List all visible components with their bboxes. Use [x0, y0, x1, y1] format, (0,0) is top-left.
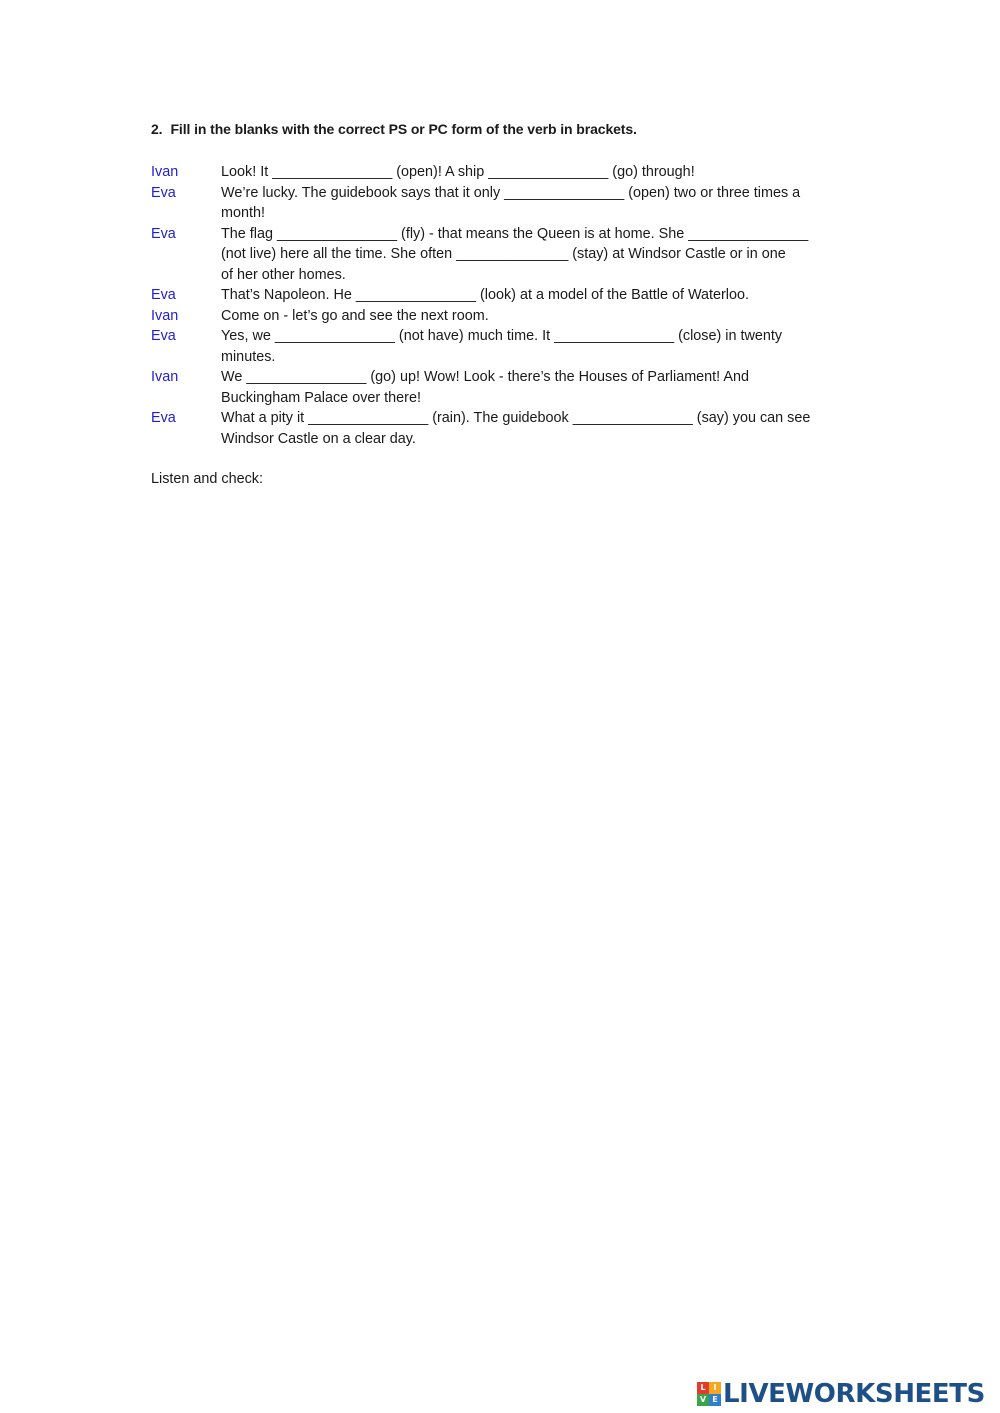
speaker-name: Eva — [151, 184, 176, 201]
speaker-name — [151, 203, 221, 224]
speaker-name: Ivan — [151, 164, 179, 180]
speaker-name — [151, 429, 221, 450]
logo-letter: L — [697, 1382, 709, 1394]
exercise-heading — [151, 121, 637, 137]
dialogue-text: Buckingham Palace over there! — [221, 389, 421, 406]
speaker-name: Eva — [151, 287, 176, 303]
dialogue-text: The flag _______________ (fly) - that means the Queen is at home. She _______________ — [221, 225, 809, 242]
dialogue-text: month! — [221, 205, 265, 221]
liveworksheets-logo-icon — [697, 1382, 721, 1406]
dialogue-line — [151, 162, 851, 183]
speaker-name: Eva — [151, 225, 176, 242]
speaker-name — [151, 388, 221, 409]
dialogue-line — [151, 347, 851, 368]
dialogue-line — [151, 408, 851, 429]
speaker-name — [151, 347, 221, 368]
logo-letter: I — [709, 1382, 721, 1394]
dialogue-line — [151, 388, 851, 409]
speaker-name — [151, 244, 221, 265]
speaker-name: Ivan — [151, 307, 179, 324]
listen-and-check-label: Listen and check: — [151, 471, 263, 487]
dialogue-line — [151, 285, 851, 306]
dialogue-text: of her other homes. — [221, 266, 346, 283]
dialogue-line — [151, 183, 851, 204]
dialogue-line — [151, 203, 851, 224]
logo-letter: V — [697, 1394, 709, 1406]
exercise-number: 2. — [151, 121, 163, 137]
logo-letter: E — [709, 1394, 721, 1406]
dialogue-text: We _______________ (go) up! Wow! Look - there’s the Houses of Parliament! And — [221, 369, 749, 385]
liveworksheets-brand[interactable] — [697, 1380, 985, 1408]
dialogue-text: Windsor Castle on a clear day. — [221, 430, 416, 447]
speaker-name: Ivan — [151, 369, 179, 385]
dialogue-text: (not live) here all the time. She often ______________ (stay) at Windsor Castle or in one — [221, 246, 786, 262]
speaker-name: Eva — [151, 410, 176, 426]
brand-name: LIVEWORKSHEETS — [723, 1379, 985, 1409]
dialogue-text: We’re lucky. The guidebook says that it only _______________ (open) two or three times a — [221, 184, 801, 201]
dialogue-line — [151, 244, 851, 265]
dialogue-line — [151, 306, 851, 327]
dialogue-text: Come on - let’s go and see the next room. — [221, 307, 489, 324]
dialogue-line — [151, 429, 851, 450]
dialogue-text: What a pity it _______________ (rain). The guidebook _______________ (say) you can see — [221, 410, 811, 426]
dialogue-line — [151, 224, 851, 245]
dialogue-line — [151, 367, 851, 388]
speaker-name — [151, 265, 221, 286]
dialogue-text: Yes, we _______________ (not have) much time. It _______________ (close) in twenty — [221, 328, 783, 344]
dialogue-text: minutes. — [221, 348, 276, 365]
speaker-name: Eva — [151, 328, 176, 344]
dialogue-text: That’s Napoleon. He _______________ (look) at a model of the Battle of Waterloo. — [221, 287, 749, 303]
exercise-instruction: Fill in the blanks with the correct PS or PC form of the verb in brackets. — [170, 121, 637, 137]
dialogue-line — [151, 326, 851, 347]
dialogue — [151, 162, 851, 449]
dialogue-text: Look! It _______________ (open)! A ship _______________ (go) through! — [221, 164, 695, 180]
dialogue-line — [151, 265, 851, 286]
